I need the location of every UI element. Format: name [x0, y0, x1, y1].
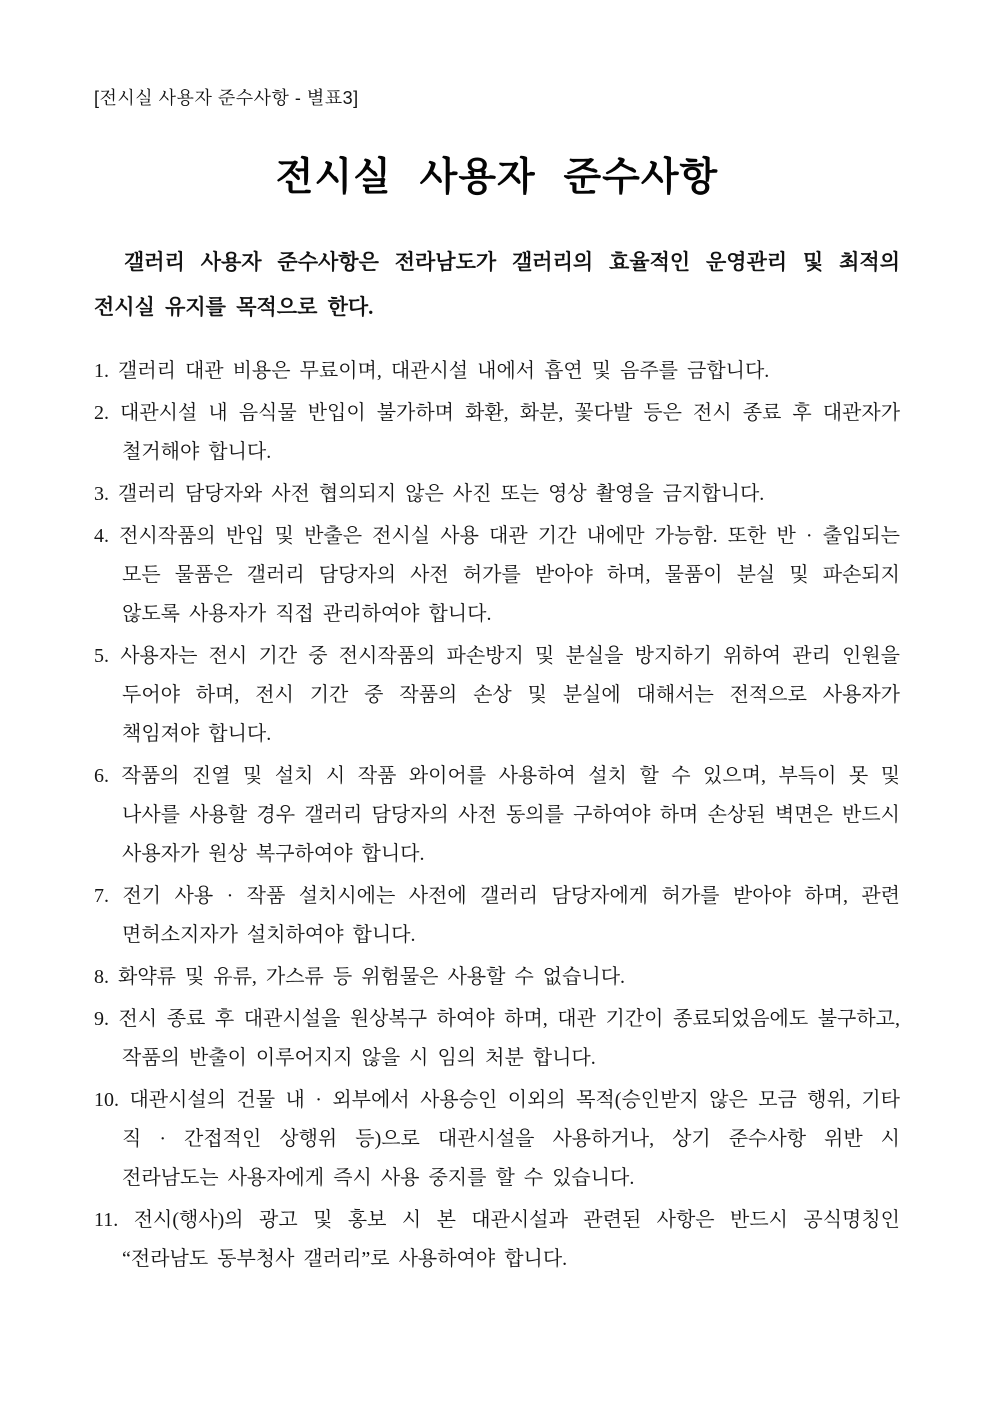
rule-number: 4. [94, 525, 109, 547]
rule-number: 9. [94, 1008, 109, 1030]
rule-text: 전시(행사)의 광고 및 홍보 시 본 대관시설과 관련된 사항은 반드시 공식명칭인 “전라남도 동부청사 갤러리”로 사용하여야 합니다. [122, 1209, 901, 1270]
rule-text: 전시작품의 반입 및 반출은 전시실 사용 대관 기간 내에만 가능함. 또한 반 · 출입되는 모든 물품은 갤러리 담당자의 사전 허가를 받아야 하며, 물품이 분실 및 파손되지 않도록 사용자가 직접 관리하여야 합니다. [119, 525, 900, 625]
rule-text: 전기 사용 · 작품 설치시에는 사전에 갤러리 담당자에게 허가를 받아야 하며, 관련 면허소지자가 설치하여야 합니다. [122, 885, 901, 946]
rule-text: 대관시설의 건물 내 · 외부에서 사용승인 이외의 목적(승인받지 않은 모금 행위, 기타 직 · 간접적인 상행위 등)으로 대관시설을 사용하거나, 상기 준수사항 위반 시 전라남도는 사용자에게 즉시 사용 중지를 할 수 있습니다. [122, 1089, 901, 1189]
rule-item-3 [94, 475, 900, 514]
rule-item-2 [94, 394, 900, 472]
rule-item-10 [94, 1081, 900, 1198]
rule-item-1 [94, 352, 900, 391]
rules-list [94, 352, 900, 1279]
rule-item-8 [94, 958, 900, 997]
rule-number: 3. [94, 483, 109, 505]
rule-number: 11. [94, 1209, 119, 1231]
rule-item-4 [94, 517, 900, 634]
rule-item-9 [94, 1000, 900, 1078]
rule-number: 8. [94, 966, 109, 988]
rule-number: 2. [94, 402, 109, 424]
rule-number: 7. [94, 885, 109, 907]
rule-text: 화약류 및 유류, 가스류 등 위험물은 사용할 수 없습니다. [118, 966, 626, 988]
rule-text: 대관시설 내 음식물 반입이 불가하며 화환, 화분, 꽃다발 등은 전시 종료 후 대관자가 철거해야 합니다. [120, 402, 901, 463]
rule-text: 작품의 진열 및 설치 시 작품 와이어를 사용하여 설치 할 수 있으며, 부득이 못 및 나사를 사용할 경우 갤러리 담당자의 사전 동의를 구하여야 하며 손상된 벽면은 반드시 사용자가 원상 복구하여야 합니다. [121, 765, 901, 865]
rule-number: 1. [94, 360, 109, 382]
rule-item-7 [94, 877, 900, 955]
page-title: 전시실 사용자 준수사항 [275, 156, 719, 199]
rule-text: 갤러리 대관 비용은 무료이며, 대관시설 내에서 흡연 및 음주를 금합니다. [118, 360, 770, 382]
rule-number: 5. [94, 645, 109, 667]
rule-text: 사용자는 전시 기간 중 전시작품의 파손방지 및 분실을 방지하기 위하여 관리 인원을 두어야 하며, 전시 기간 중 작품의 손상 및 분실에 대해서는 전적으로 사용자가 책임져야 합니다. [120, 645, 901, 745]
rule-item-6 [94, 757, 900, 874]
rule-number: 6. [94, 765, 109, 787]
rule-item-5 [94, 637, 900, 754]
header-note: [전시실 사용자 준수사항 - 별표3] [94, 88, 359, 108]
rule-item-11 [94, 1201, 900, 1279]
rule-text: 갤러리 담당자와 사전 협의되지 않은 사진 또는 영상 촬영을 금지합니다. [118, 483, 765, 505]
rule-number: 10. [94, 1089, 119, 1111]
rule-text: 전시 종료 후 대관시설을 원상복구 하여야 하며, 대관 기간이 종료되었음에도 불구하고, 작품의 반출이 이루어지지 않을 시 임의 처분 합니다. [118, 1008, 901, 1069]
intro-paragraph: 갤러리 사용자 준수사항은 전라남도가 갤러리의 효율적인 운영관리 및 최적의 전시실 유지를 목적으로 한다. [94, 250, 900, 319]
